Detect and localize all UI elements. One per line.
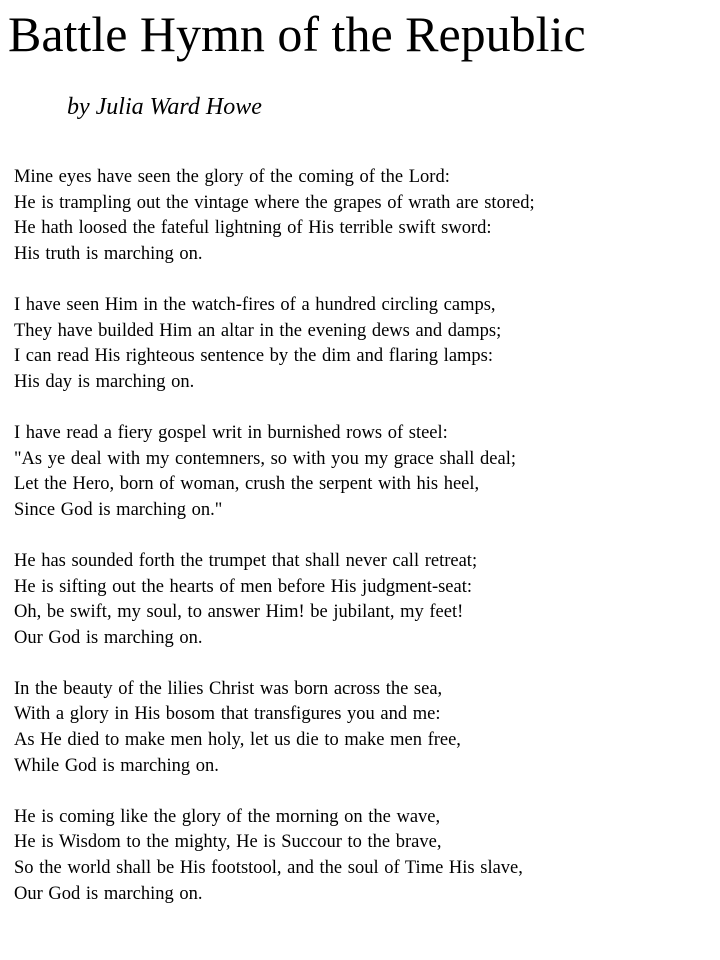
poem-line: His truth is marching on.: [14, 243, 203, 264]
poem-line: Our God is marching on.: [14, 883, 203, 904]
poem-line: Oh, be swift, my soul, to answer Him! be jubilant, my feet!: [14, 602, 464, 623]
stanza-1: [14, 165, 714, 267]
poem-line: As He died to make men holy, let us die to make men free,: [14, 730, 461, 751]
poem-line: Mine eyes have seen the glory of the coming of the Lord:: [14, 167, 450, 187]
poem-line: Let the Hero, born of woman, crush the serpent with his heel,: [14, 474, 480, 495]
poem-line: He has sounded forth the trumpet that shall never call retreat;: [14, 550, 478, 571]
poem-line: He hath loosed the fateful lightning of His terrible swift sword:: [14, 218, 492, 239]
poem-line: His day is marching on.: [14, 371, 195, 392]
poem-line: He is Wisdom to the mighty, He is Succour to the brave,: [14, 832, 442, 853]
poem-line: He is trampling out the vintage where the grapes of wrath are stored;: [14, 192, 535, 213]
poem-line: Our God is marching on.: [14, 627, 203, 648]
stanza-3: [14, 421, 714, 523]
poem-line: They have builded Him an altar in the evening dews and damps;: [14, 320, 502, 341]
poem-line: He is coming like the glory of the morning on the wave,: [14, 806, 441, 827]
poem-line: In the beauty of the lilies Christ was born across the sea,: [14, 678, 443, 699]
stanza-2: [14, 293, 714, 395]
stanza-4: [14, 549, 714, 651]
poem-line: I have read a fiery gospel writ in burnished rows of steel:: [14, 422, 448, 443]
poem-line: With a glory in His bosom that transfigures you and me:: [14, 704, 441, 725]
poem-line: I can read His righteous sentence by the dim and flaring lamps:: [14, 346, 494, 367]
poem-line: While God is marching on.: [14, 755, 219, 776]
poem-body: [14, 165, 714, 933]
poem-line: Since God is marching on.": [14, 499, 223, 520]
poem-line: So the world shall be His footstool, and the soul of Time His slave,: [14, 858, 523, 879]
poem-line: "As ye deal with my contemners, so with you my grace shall deal;: [14, 448, 516, 469]
poem-line: He is sifting out the hearts of men before His judgment-seat:: [14, 576, 473, 597]
poem-title: Battle Hymn of the Republic: [8, 6, 586, 62]
stanza-5: [14, 677, 714, 779]
poem-author: by Julia Ward Howe: [67, 94, 262, 120]
stanza-6: [14, 805, 714, 907]
poem-line: I have seen Him in the watch-fires of a hundred circling camps,: [14, 294, 496, 315]
